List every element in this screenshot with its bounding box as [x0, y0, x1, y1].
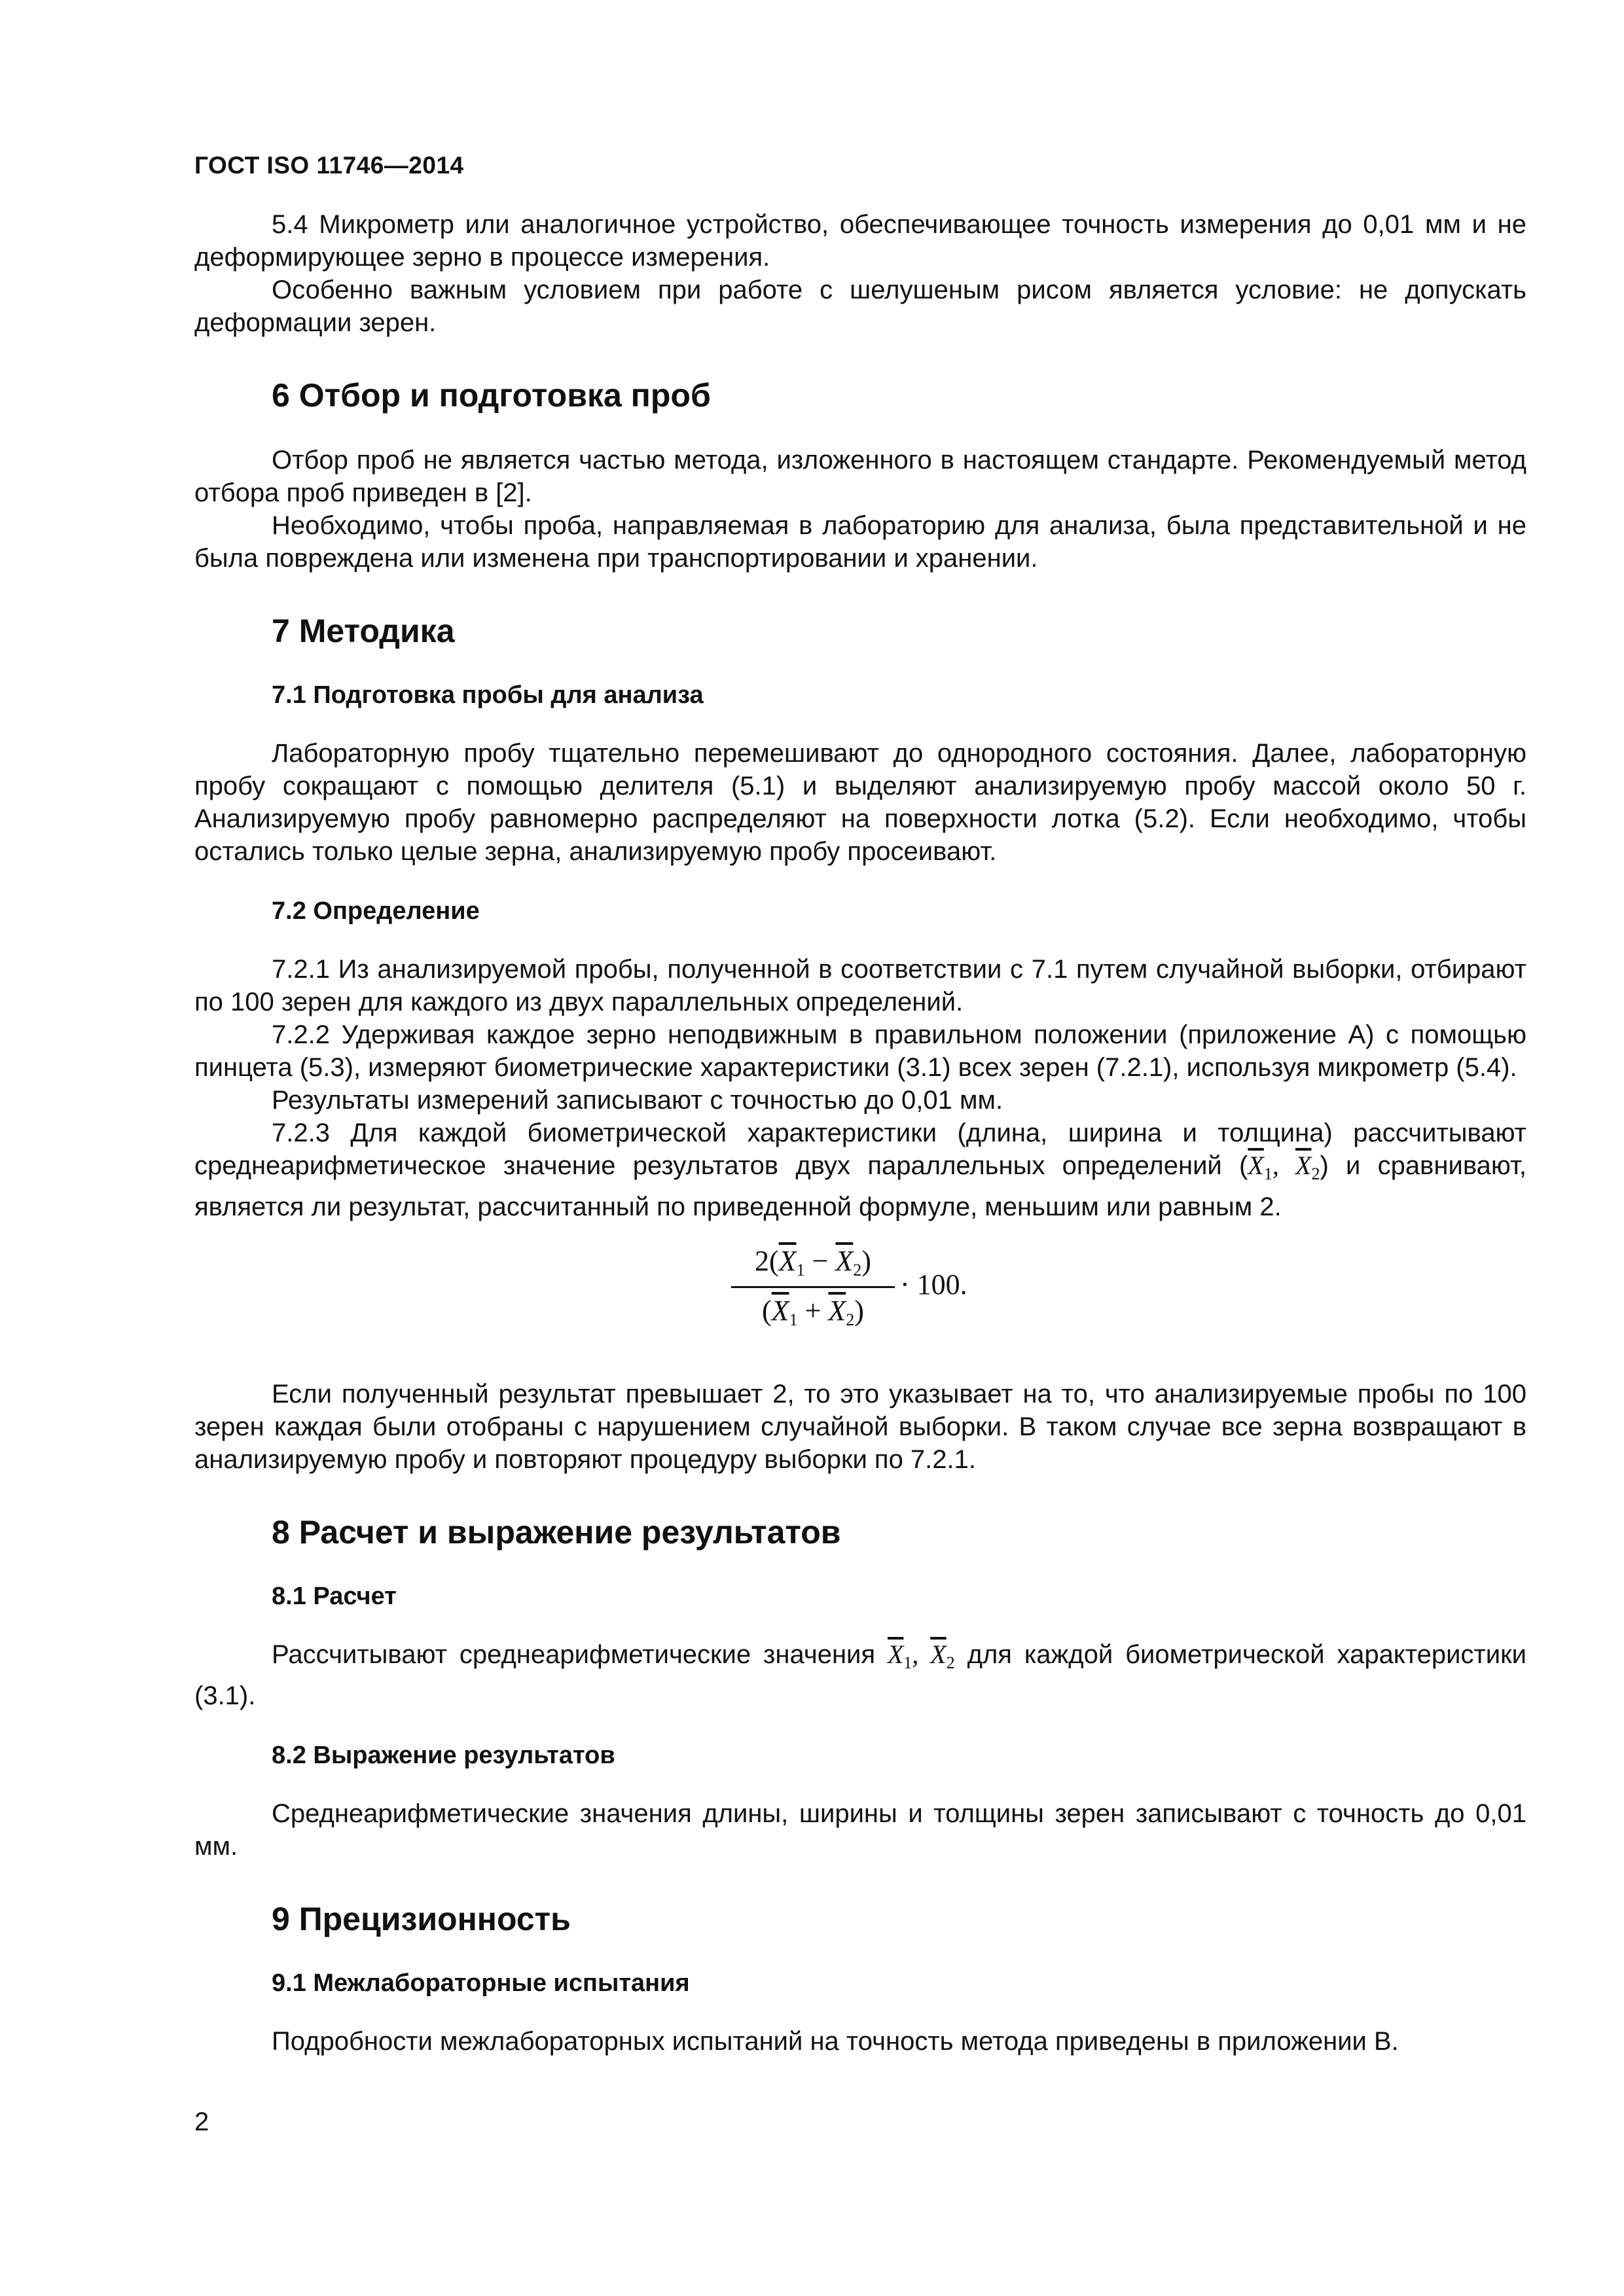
- subsection-8-2-heading: 8.2 Выражение результатов: [272, 1742, 615, 1769]
- paragraph-6-1: Отбор проб не является частью метода, изложенного в настоящем стандарте. Рекомендуемый метод отбора проб приведен в [2].: [194, 446, 1526, 507]
- subsection-9-1-heading: 9.1 Межлабораторные испытания: [272, 1969, 690, 1997]
- paragraph-8-2: Среднеарифметические значения длины, ширины и толщины зерен записывают с точность до 0,01 мм.: [194, 1799, 1526, 1861]
- formula-multiplier: · 100.: [900, 1268, 967, 1300]
- paragraph-7-1: Лабораторную пробу тщательно перемешивают до однородного состояния. Далее, лабораторную пробу сокращают с помощью делителя (5.1) и выделяют анализируемую пробу массой около 50 г. Анализируемую пробу равномерно распределяют на поверхности лотка (5.2). Если необходимо, чтобы остались только целые зерна, анализируемую пробу просеивают.: [194, 739, 1526, 866]
- fraction-bar: [731, 1286, 895, 1288]
- subsection-7-2-heading: 7.2 Определение: [272, 897, 480, 925]
- paragraph-7-2-3-end: ) и сравнивают, является ли результат, рассчитанный по приведенной формуле, меньшим или равным 2.: [194, 1151, 1527, 1221]
- paragraph-7-2-3-start: 7.2.3 Для каждой биометрической характеристики (длина, ширина и толщина) рассчитывают среднеарифметическое значение результатов двух параллельных определений (: [194, 1119, 1526, 1180]
- section-7-heading: 7 Методика: [272, 613, 455, 649]
- paragraph-5-4: 5.4 Микрометр или аналогичное устройство, обеспечивающее точность измерения до 0,01 мм и не деформирующее зерно в процессе измерения.: [194, 210, 1526, 272]
- deviation-formula: [194, 1240, 1526, 1352]
- paragraph-5-4-note: Особенно важным условием при работе с шелушеным рисом является условие: не допускать деформации зерен.: [194, 276, 1526, 337]
- paragraph-7-2-1: 7.2.1 Из анализируемой пробы, полученной в соответствии с 7.1 путем случайной выборки, отбирают по 100 зерен для каждого из двух параллельных определений.: [194, 955, 1526, 1016]
- paragraph-7-2-2-precision: Результаты измерений записывают с точностью до 0,01 мм.: [272, 1086, 1003, 1115]
- paragraph-7-2-2: 7.2.2 Удерживая каждое зерно неподвижным в правильном положении (приложение А) с помощью пинцета (5.3), измеряют биометрические характеристики (3.1) всех зерен (7.2.1), используя микрометр (5.4).: [194, 1020, 1526, 1082]
- paragraph-9-1: Подробности межлабораторных испытаний на точность метода приведены в приложении В.: [272, 2027, 1399, 2056]
- mean-values-inline-8-1: $\overline{X}_1$, $\overline{X}_2$: [887, 1640, 955, 1672]
- subsection-7-1-heading: 7.1 Подготовка пробы для анализа: [272, 681, 704, 709]
- section-9-heading: 9 Прецизионность: [272, 1901, 571, 1937]
- formula-numerator: $2(\overline{X}_1 - \overline{X}_2)$: [755, 1245, 871, 1280]
- mean-values-inline: $\overline{X}_1$, $\overline{X}_2$: [1248, 1151, 1320, 1183]
- paragraph-8-1: Рассчитывают среднеарифметические значения $\overline{X}_1$, $\overline{X}_2$ для каждой биометрической характеристики (3.1).: [194, 1640, 1526, 1710]
- subsection-8-1-heading: 8.1 Расчет: [272, 1583, 397, 1610]
- page-number: 2: [194, 2108, 209, 2136]
- section-6-heading: 6 Отбор и подготовка проб: [272, 377, 711, 414]
- formula-denominator: $(\overline{X}_1 + \overline{X}_2)$: [762, 1295, 864, 1329]
- document-body: [194, 208, 1526, 2058]
- paragraph-7-2-3: [194, 1117, 1526, 1223]
- standard-header: ГОСТ ISO 11746—2014: [194, 152, 464, 179]
- paragraph-6-2: Необходимо, чтобы проба, направляемая в лабораторию для анализа, была представительной и не была повреждена или изменена при транспортировании и хранении.: [194, 511, 1526, 573]
- paragraph-7-2-3-result: Если полученный результат превышает 2, то это указывает на то, что анализируемые пробы по 100 зерен каждая были отобраны с нарушением случайной выборки. В таком случае все зерна возвращают в анализируемую пробу и повторяют процедуру выборки по 7.2.1.: [194, 1380, 1526, 1474]
- section-8-heading: 8 Расчет и выражение результатов: [272, 1514, 841, 1551]
